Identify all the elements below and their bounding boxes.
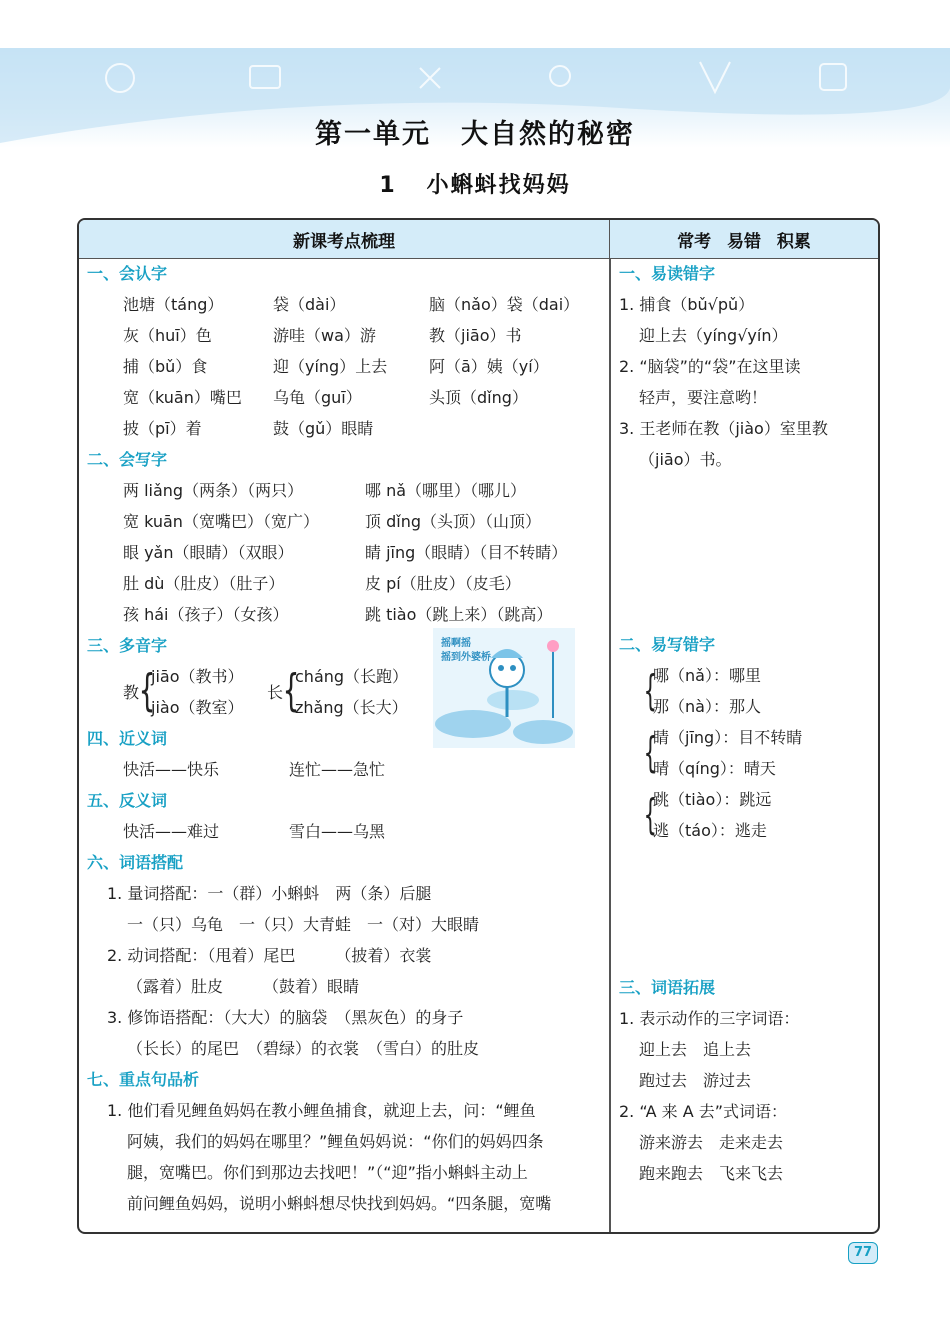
list-item: （长长）的尾巴 （碧绿）的衣裳 （雪白）的肚皮: [127, 1039, 480, 1058]
char-entry: 灰（huī）色: [123, 326, 212, 345]
word-entry: 两 liǎng（两条）（两只）: [123, 481, 304, 500]
list-item: 跑来跑去 飞来飞去: [639, 1164, 784, 1183]
reading-option: zhǎng（长大）: [295, 698, 408, 717]
word-entry: 眼 yǎn（眼睛）（双眼）: [123, 543, 294, 562]
list-item: 1. 表示动作的三字词语：: [619, 1009, 800, 1028]
table-row: [87, 320, 607, 351]
reading-option: jiào（教室）: [151, 698, 244, 717]
column-divider: [609, 258, 611, 1234]
list-item: 迎上去 追上去: [639, 1040, 752, 1059]
list-item: 2. “脑袋”的“袋”在这里读: [619, 357, 801, 376]
list-item: （露着）肚皮 （鼓着）眼睛: [127, 977, 360, 996]
unit-label: 第一单元: [315, 119, 431, 150]
synonym-pair: 快活——快乐: [123, 760, 220, 779]
section-title: 二、易写错字: [619, 635, 716, 654]
word-entry: 跳 tiào（跳上来）（跳高）: [365, 605, 553, 624]
pair-line: 那（nà）：那人: [653, 697, 761, 716]
lesson-number: 1: [379, 173, 397, 198]
left-column-header: 新课考点梳理: [79, 220, 610, 259]
word-entry: 皮 pí（肚皮）（皮毛）: [365, 574, 521, 593]
section-title: 五、反义词: [87, 791, 168, 810]
table-row: [87, 816, 607, 847]
confusable-pair: [619, 784, 877, 846]
polyphonic-char: 教: [123, 683, 140, 702]
right-column-header: 常考 易错 积累: [610, 220, 878, 259]
confusable-pair: [619, 722, 877, 784]
pair-line: 睛（jīng）：目不转睛: [653, 728, 803, 747]
table-row: [87, 754, 607, 785]
paragraph-line: 阿姨，我们的妈妈在哪里？”鲤鱼妈妈说：“你们的妈妈四条: [127, 1132, 544, 1151]
lesson-name: 小蝌蚪找妈妈: [426, 173, 571, 198]
section-title: 四、近义词: [87, 729, 168, 748]
list-item: 1. 量词搭配：一（群）小蝌蚪 两（条）后腿: [107, 884, 432, 903]
list-item: 3. 王老师在教（jiào）室里教: [619, 419, 828, 438]
list-item: 一（只）乌龟 一（只）大青蛙 一（对）大眼睛: [127, 915, 480, 934]
word-entry: 孩 hái（孩子）（女孩）: [123, 605, 289, 624]
page-number: 77: [848, 1242, 878, 1264]
list-item: 跑过去 游过去: [639, 1071, 752, 1090]
char-entry: 披（pī）着: [123, 419, 202, 438]
brace-icon: {: [643, 728, 658, 777]
pair-line: 逃（táo）：逃走: [653, 821, 767, 840]
illustration-caption: 摇啊摇: [441, 638, 471, 649]
table-row: [87, 568, 607, 599]
brace-icon: {: [643, 790, 658, 839]
list-item: 轻声，要注意哟！: [639, 388, 768, 407]
table-row: [87, 382, 607, 413]
list-item: （jiāo）书。: [639, 450, 732, 469]
study-table: [77, 218, 880, 1234]
section-title: 二、会写字: [87, 450, 168, 469]
list-item: 游来游去 走来走去: [639, 1133, 784, 1152]
word-entry: 顶 dǐng（头顶）（山顶）: [365, 512, 541, 531]
antonym-pair: 快活——难过: [123, 822, 220, 841]
section-title: 三、多音字: [87, 636, 168, 655]
confusable-pair: [619, 660, 877, 722]
table-row: [87, 413, 607, 444]
section-title: 一、会认字: [87, 264, 168, 283]
char-entry: 乌龟（guī）: [273, 388, 362, 407]
char-entry: 捕（bǔ）食: [123, 357, 208, 376]
paragraph-line: 腿，宽嘴巴。你们到那边去找吧！”（“迎”指小蝌蚪主动上: [127, 1163, 528, 1182]
section-title: 一、易读错字: [619, 264, 716, 283]
char-entry: 袋（dài）: [273, 295, 346, 314]
unit-name: 大自然的秘密: [461, 119, 635, 150]
word-entry: 哪 nǎ（哪里）（哪儿）: [365, 481, 527, 500]
char-entry: 头顶（dǐng）: [429, 388, 528, 407]
brace-icon: {: [643, 666, 658, 715]
section-title: 三、词语拓展: [619, 978, 716, 997]
char-entry: 脑（nǎo）袋（dai）: [429, 295, 580, 314]
table-row: [87, 475, 607, 506]
list-item: 1. 捕食（bǔ√pǔ）: [619, 295, 755, 314]
tadpole-illustration: [433, 628, 575, 748]
table-row: [87, 351, 607, 382]
reading-option: jiāo（教书）: [151, 667, 244, 686]
char-entry: 宽（kuān）嘴巴: [123, 388, 242, 407]
section-title: 六、词语搭配: [87, 853, 184, 872]
right-column: [619, 258, 877, 1189]
pair-line: 哪（nǎ）：哪里: [653, 666, 761, 685]
lesson-title: [0, 168, 950, 199]
table-row: [87, 289, 607, 320]
table-row: [87, 506, 607, 537]
table-row: [87, 537, 607, 568]
paragraph-line: 1. 他们看见鲤鱼妈妈在教小鲤鱼捕食，就迎上去，问：“鲤鱼: [107, 1101, 536, 1120]
table-row: [87, 599, 607, 630]
unit-title: [0, 112, 950, 151]
char-entry: 阿（ā）姨（yí）: [429, 357, 549, 376]
spacer: [619, 475, 877, 629]
illustration-caption: 摇到外婆桥: [441, 652, 491, 663]
paragraph-line: 前问鲤鱼妈妈，说明小蝌蚪想尽快找到妈妈。“四条腿，宽嘴: [127, 1194, 552, 1213]
pair-line: 晴（qíng）：晴天: [653, 759, 776, 778]
char-entry: 池塘（táng）: [123, 295, 224, 314]
pair-line: 跳（tiào）：跳远: [653, 790, 772, 809]
list-item: 2. 动词搭配：（甩着）尾巴 （披着）衣裳: [107, 946, 432, 965]
char-entry: 教（jiāo）书: [429, 326, 522, 345]
brace-icon: {: [138, 665, 156, 716]
antonym-pair: 雪白——乌黑: [289, 822, 386, 841]
word-entry: 宽 kuān（宽嘴巴）（宽广）: [123, 512, 319, 531]
word-entry: 睛 jīng（眼睛）（目不转睛）: [365, 543, 568, 562]
polyphonic-char: 长: [267, 683, 284, 702]
section-title: 七、重点句品析: [87, 1070, 200, 1089]
char-entry: 游哇（wa）游: [273, 326, 376, 345]
list-item: 3. 修饰语搭配：（大大）的脑袋 （黑灰色）的身子: [107, 1008, 464, 1027]
spacer: [619, 846, 877, 972]
list-item: 迎上去（yíng√yín）: [639, 326, 788, 345]
word-entry: 肚 dù（肚皮）（肚子）: [123, 574, 285, 593]
list-item: 2. “A 来 A 去”式词语：: [619, 1102, 788, 1121]
reading-option: cháng（长跑）: [295, 667, 409, 686]
char-entry: 迎（yíng）上去: [273, 357, 388, 376]
brace-icon: {: [282, 665, 300, 716]
synonym-pair: 连忙——急忙: [289, 760, 386, 779]
char-entry: 鼓（gǔ）眼睛: [273, 419, 374, 438]
